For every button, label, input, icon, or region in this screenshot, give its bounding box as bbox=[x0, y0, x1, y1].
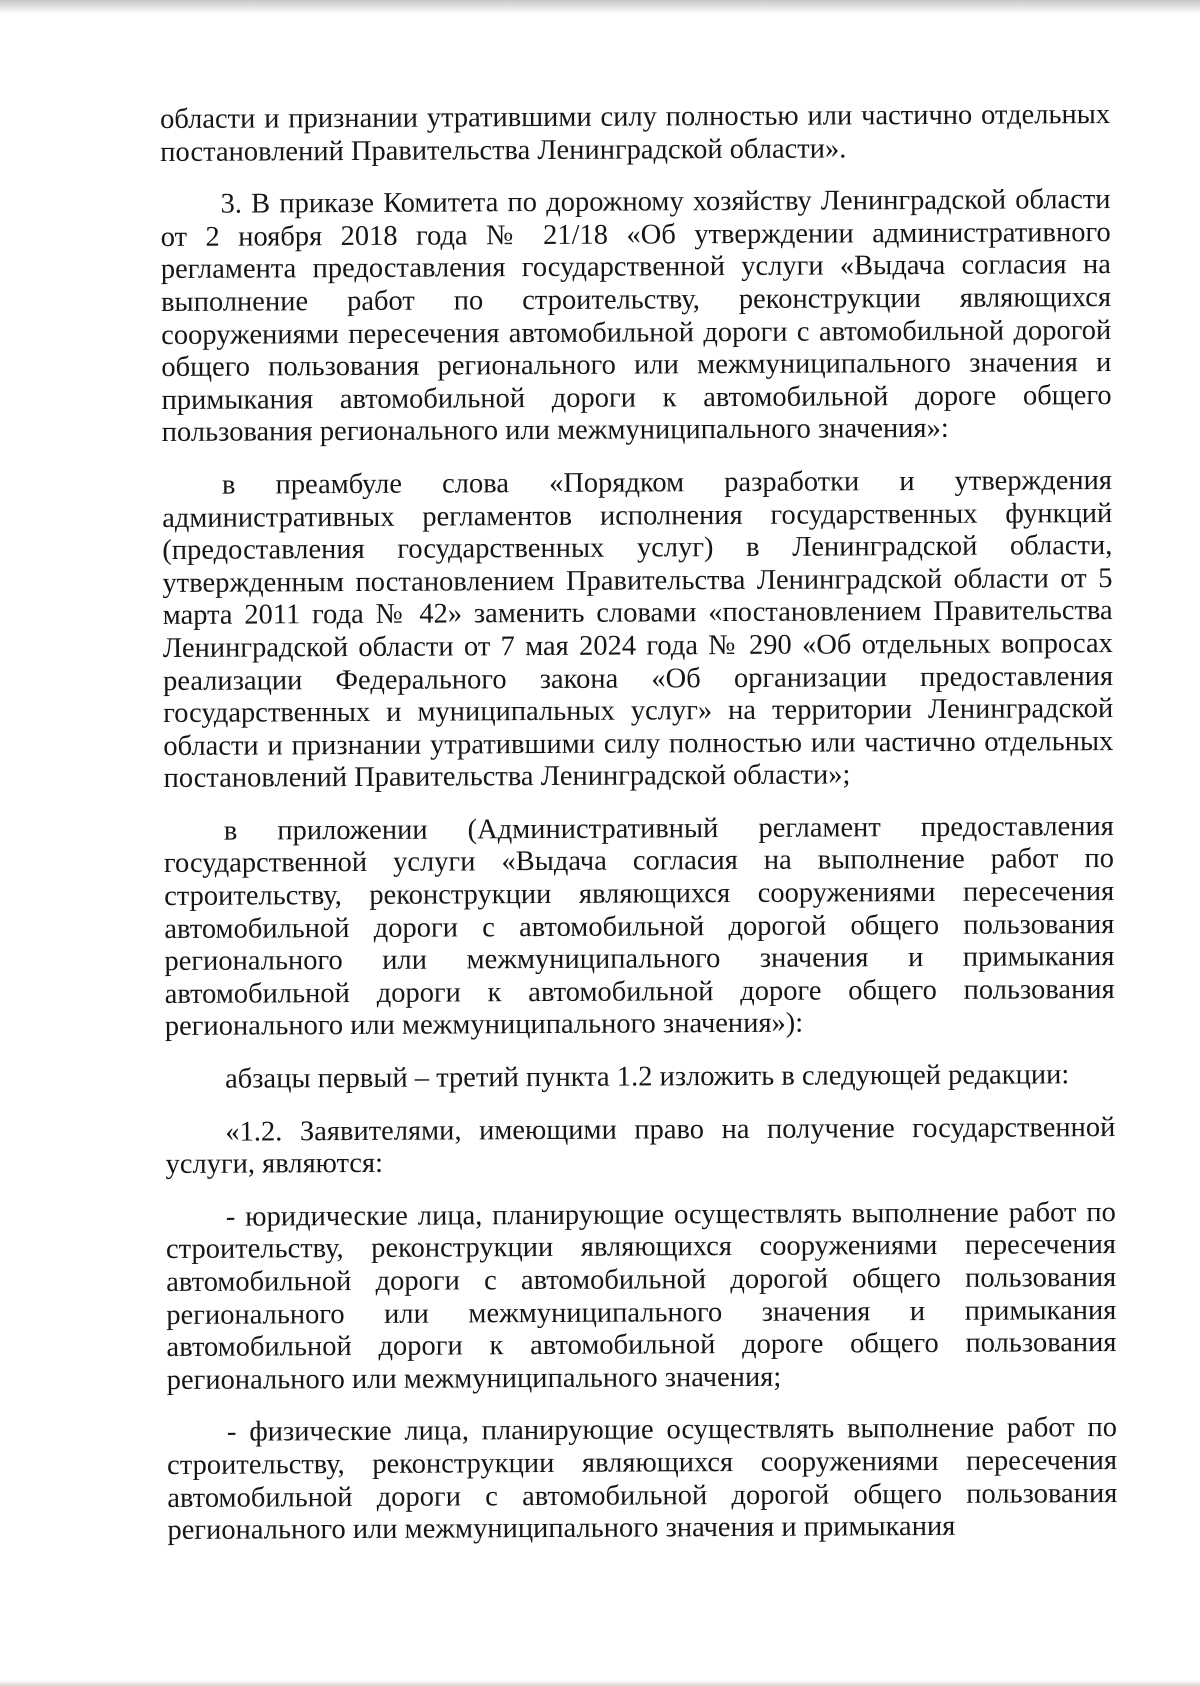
paragraph-appendix: в приложении (Административный регламент предоставления государственной услуги «Выдача согласия на выполнение работ по строительству, реконструкции являющихся сооружениями пересечения автомобильной дороги с автомобильной дорогой общего пользования регионального или межмуниципального значения и примыкания автомобильной дороги к автомобильной дороге общего пользования регионального или межмуниципального значения»): bbox=[163, 810, 1115, 1043]
paragraph-amendment-intro: абзацы первый – третий пункта 1.2 изложить в следующей редакции: bbox=[225, 1059, 1070, 1095]
paragraph-legal-entities: - юридические лица, планирующие осуществлять выполнение работ по строительству, реконструкции являющихся сооружениями пересечения автомобильной дороги с автомобильной дорогой общего пользования регионального или межмуниципального значения и примыкания автомобильной дороги к автомобильной дороге общего пользования регионального или межмуниципального значения; bbox=[165, 1196, 1117, 1396]
paragraph-continuation: области и признании утратившими силу полностью или частично отдельных постановлений Правительства Ленинградской области». bbox=[160, 99, 1111, 168]
document-page bbox=[160, 99, 1118, 1548]
paragraph-preamble-change: в преамбуле слова «Порядком разработки и утверждения административных регламентов исполнения государственных функций (предоставления государственных услуг) в Ленинградской области, утвержденным постановлением Правительства Ленинградской области от 5 марта 2011 года № 42» заменить словами «постановлением Правительства Ленинградской области от 7 мая 2024 года № 290 «Об отдельных вопросах реализации Федерального закона «Об организации предоставления государственных и муниципальных услуг» на территории Ленинградской области и признании утратившими силу полностью или частично отдельных постановлений Правительства Ленинградской области»; bbox=[162, 464, 1114, 795]
scan-edge-bottom bbox=[0, 1680, 1200, 1686]
paragraph-individuals: - физические лица, планирующие осуществлять выполнение работ по строительству, реконструкции являющихся сооружениями пересечения автомобильной дороги с автомобильной дорогой общего пользования регионального или межмуниципального значения и примыкания bbox=[167, 1412, 1118, 1547]
scan-edge-top bbox=[0, 0, 1200, 14]
paragraph-clause-1-2: «1.2. Заявителями, имеющими право на получение государственной услуги, являются: bbox=[165, 1111, 1116, 1181]
paragraph-item-3: 3. В приказе Комитета по дорожному хозяйству Ленинградской области от 2 ноября 2018 года № 21/18 «Об утверждении административного регламента предоставления государственной услуги «Выдача согласия на выполнение работ по строительству, реконструкции являющихся сооружениями пересечения автомобильной дороги с автомобильной дорогой общего пользования регионального или межмуниципального значения и примыкания автомобильной дороги к автомобильной дороге общего пользования регионального или межмуниципального значения»: bbox=[160, 184, 1112, 449]
